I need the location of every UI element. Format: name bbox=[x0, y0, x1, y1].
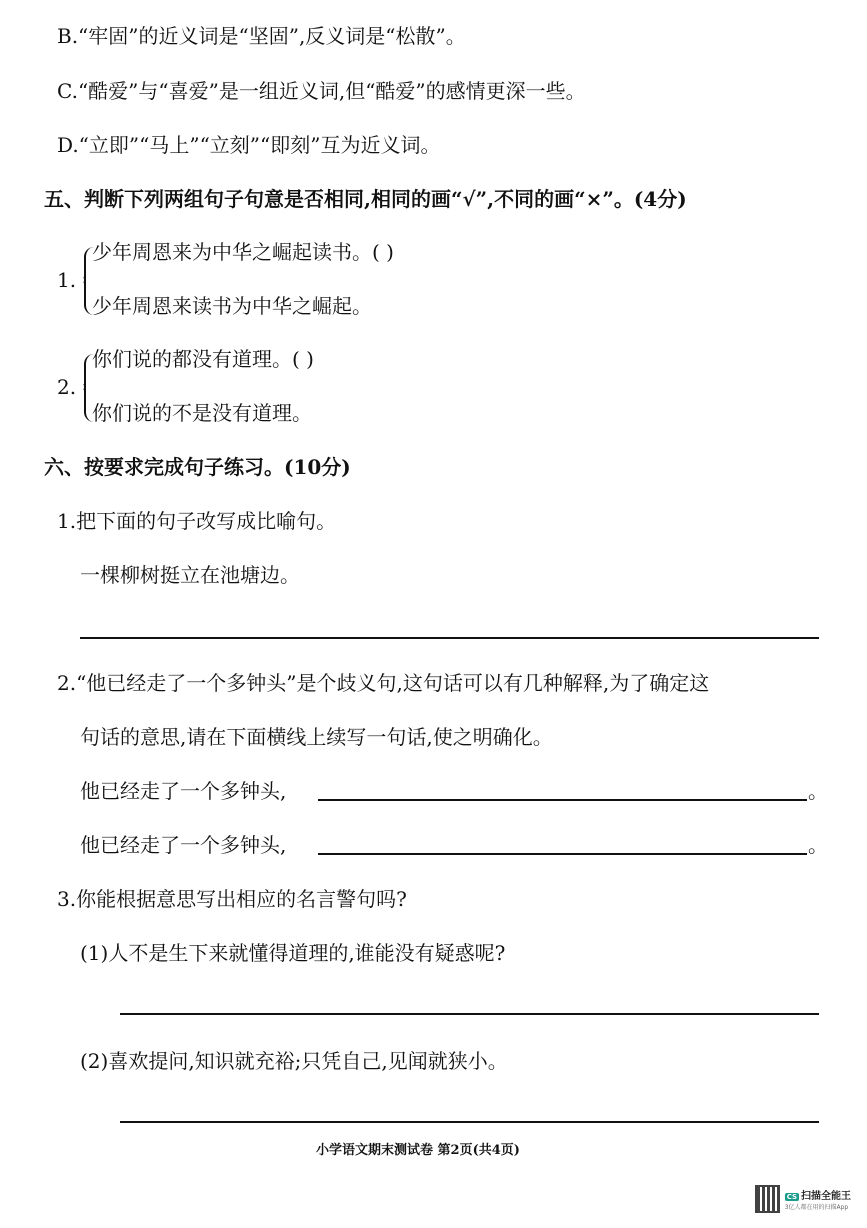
q1-answer-line[interactable] bbox=[80, 637, 819, 639]
q1-prompt: 1.把下面的句子改写成比喻句。 bbox=[57, 509, 337, 533]
q3-item-2: (2)喜欢提问,知识就充裕;只凭自己,见闻就狭小。 bbox=[80, 1049, 508, 1073]
q2-fill2-lead: 他已经走了一个多钟头, bbox=[80, 833, 287, 857]
section5-heading: 五、判断下列两组句子句意是否相同,相同的画“√”,不同的画“×”。(4分) bbox=[44, 187, 687, 211]
option-d: D.“立即”“马上”“立刻”“即刻”互为近义词。 bbox=[57, 133, 441, 157]
page-footer: 小学语文期末测试卷 第2页(共4页) bbox=[316, 1143, 520, 1158]
group2-number: 2. bbox=[57, 375, 77, 399]
group1-number: 1. bbox=[57, 268, 77, 292]
q2-fill1-lead: 他已经走了一个多钟头, bbox=[80, 779, 287, 803]
scanner-watermark bbox=[755, 1178, 851, 1220]
option-c: C.“酷爱”与“喜爱”是一组近义词,但“酷爱”的感情更深一些。 bbox=[57, 79, 586, 103]
q2-prompt-line2: 句话的意思,请在下面横线上续写一句话,使之明确化。 bbox=[80, 725, 553, 749]
camscanner-logo-icon: CS bbox=[786, 1193, 797, 1201]
watermark-subtitle: 3亿人都在用的扫描App bbox=[784, 1204, 849, 1211]
q3-item-1: (1)人不是生下来就懂得道理的,谁能没有疑惑呢? bbox=[80, 941, 506, 965]
q2-fill2-end: 。 bbox=[808, 833, 828, 857]
watermark-brand: 扫描全能王 bbox=[801, 1191, 851, 1202]
q2-fill1-end: 。 bbox=[808, 779, 828, 803]
group1-sentence-a: 少年周恩来为中华之崛起读书。( ) bbox=[92, 240, 394, 264]
qr-code-icon bbox=[755, 1185, 780, 1213]
group2-sentence-a: 你们说的都没有道理。( ) bbox=[92, 347, 314, 371]
group1-sentence-b: 少年周恩来读书为中华之崛起。 bbox=[92, 294, 372, 318]
option-b: B.“牢固”的近义词是“坚固”,反义词是“松散”。 bbox=[57, 24, 466, 48]
q3-item1-answer-line[interactable] bbox=[120, 1013, 819, 1015]
q2-prompt-line1: 2.“他已经走了一个多钟头”是个歧义句,这句话可以有几种解释,为了确定这 bbox=[57, 671, 710, 695]
q3-prompt: 3.你能根据意思写出相应的名言警句吗? bbox=[57, 887, 407, 911]
q1-sentence: 一棵柳树挺立在池塘边。 bbox=[80, 563, 300, 587]
group2-sentence-b: 你们说的不是没有道理。 bbox=[92, 401, 312, 425]
q2-fill1-line[interactable] bbox=[318, 799, 807, 801]
section6-heading: 六、按要求完成句子练习。(10分) bbox=[44, 455, 351, 479]
q2-fill2-line[interactable] bbox=[318, 853, 807, 855]
q3-item2-answer-line[interactable] bbox=[120, 1121, 819, 1123]
